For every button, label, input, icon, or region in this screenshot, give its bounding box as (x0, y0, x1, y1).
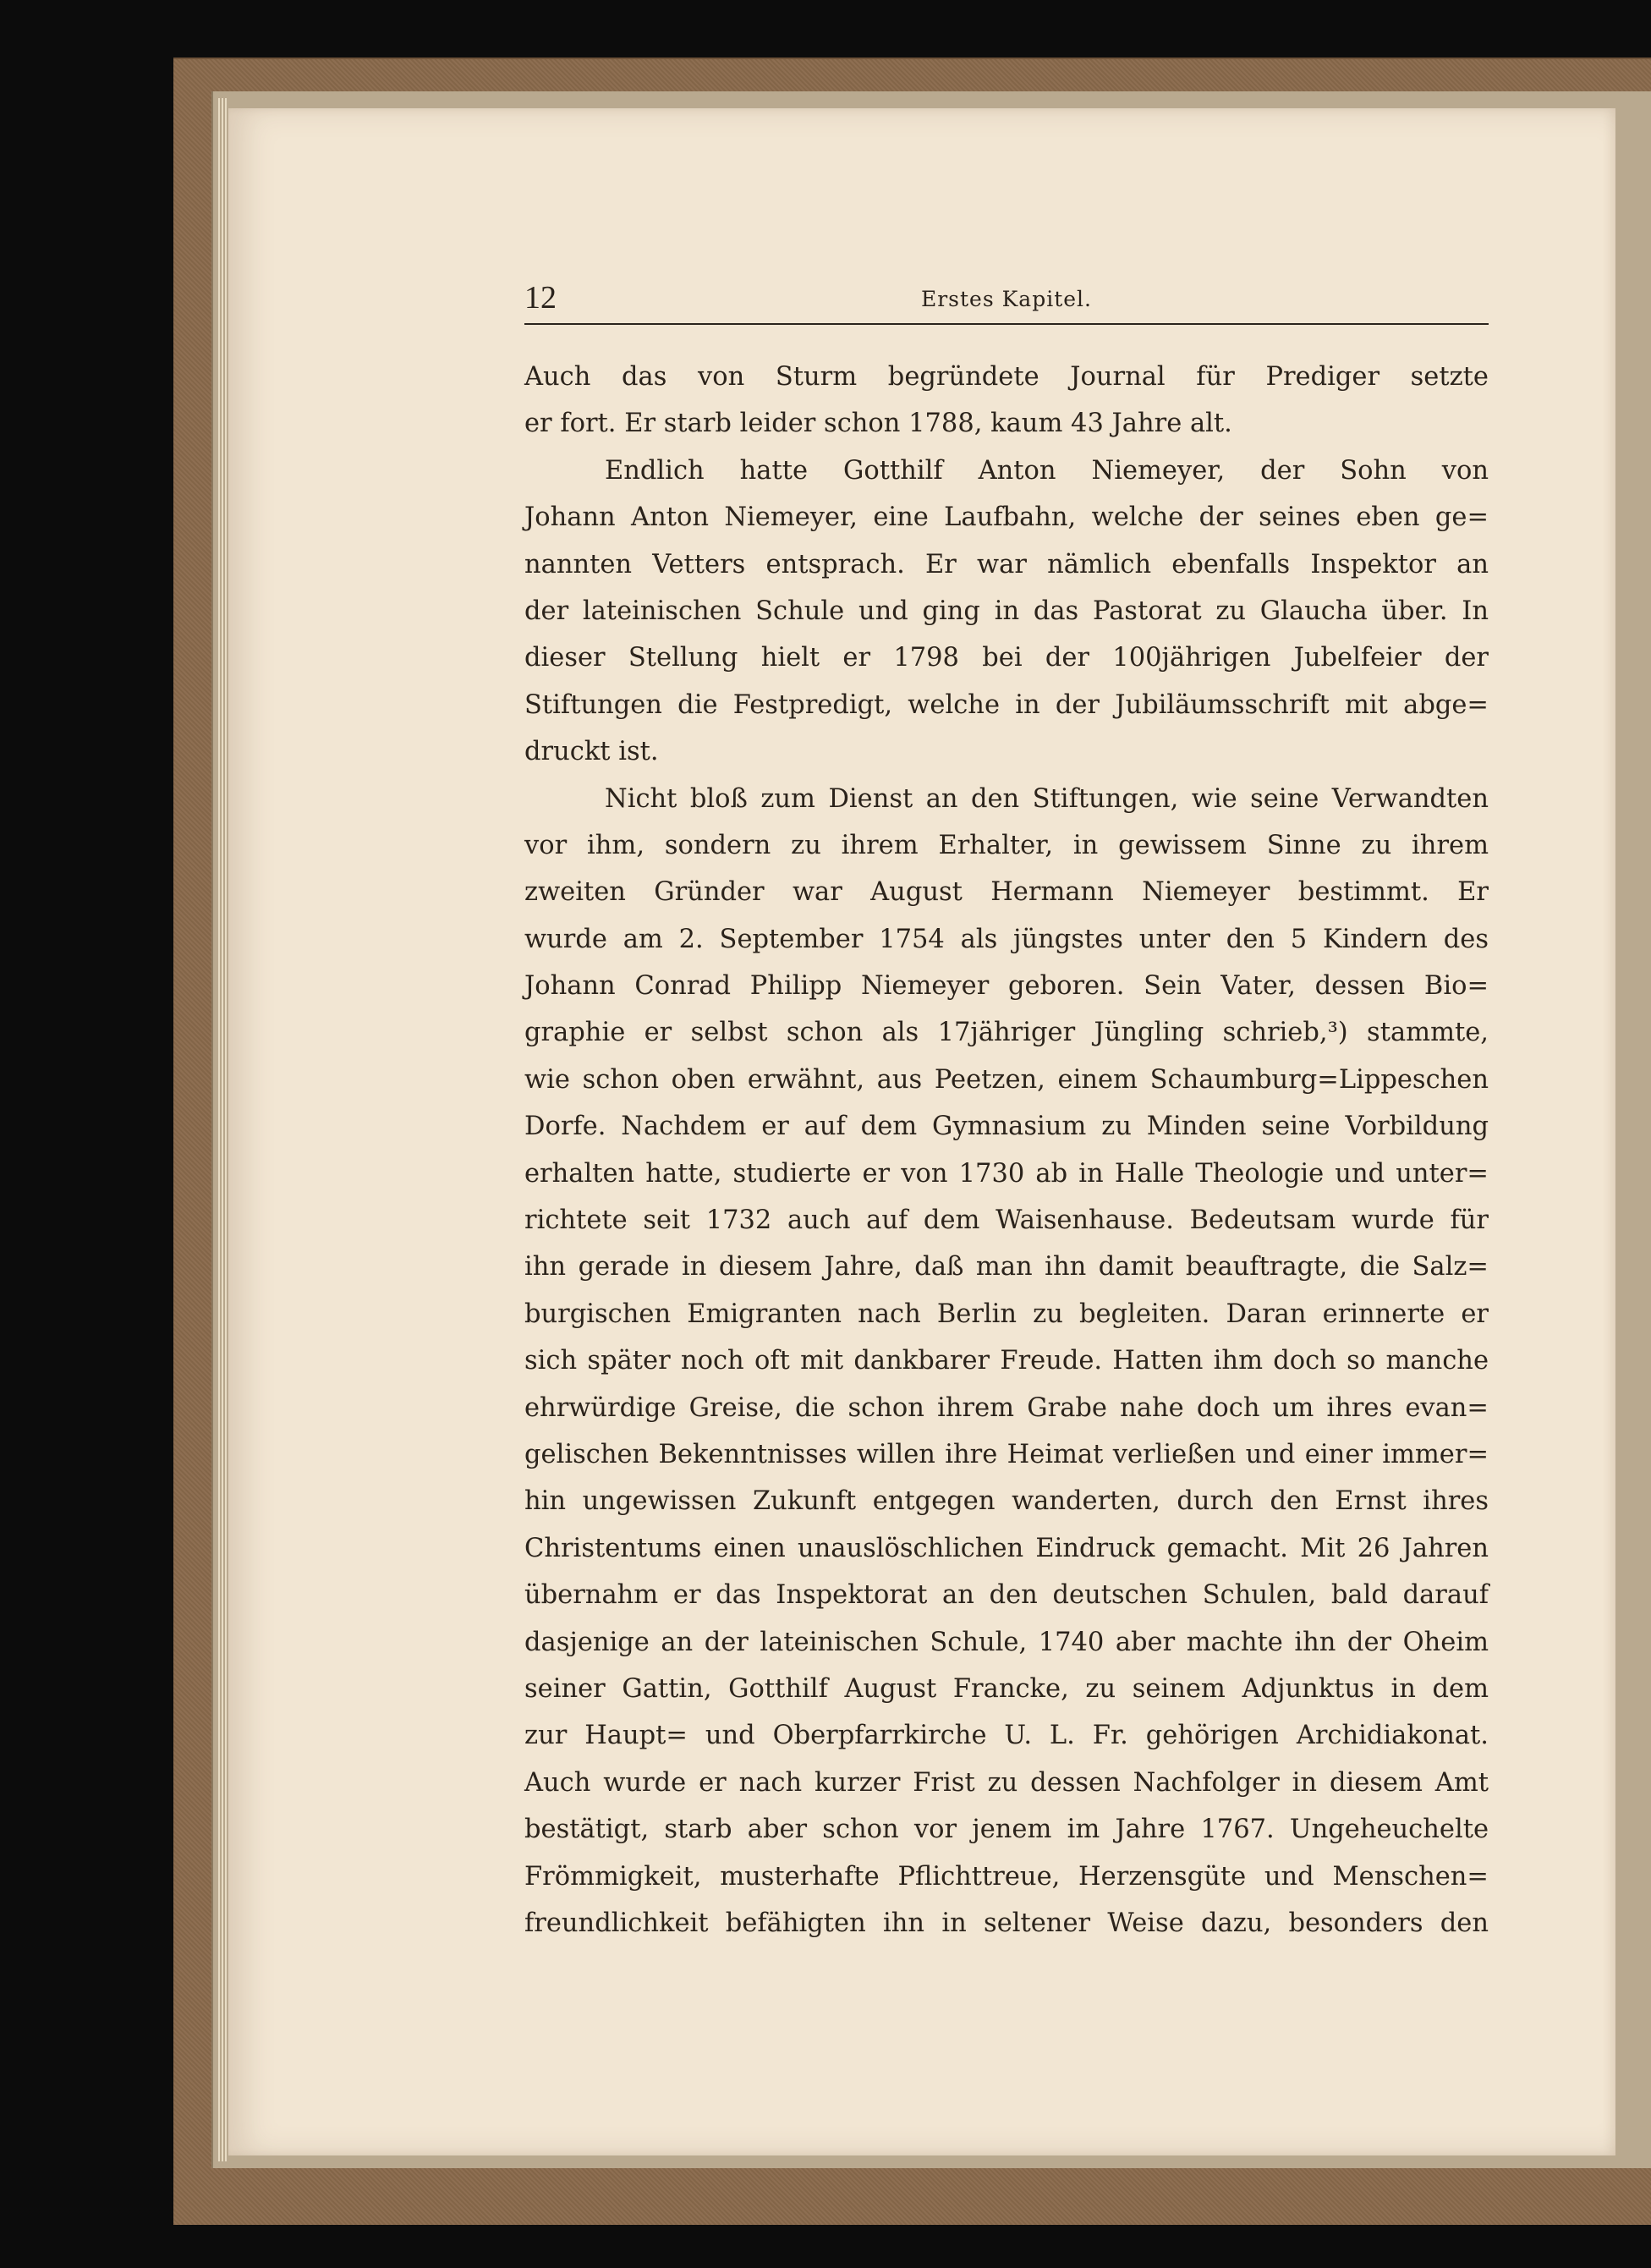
text-line (524, 1900, 1489, 1947)
text-line-content: Johann Anton Niemeyer, eine Laufbahn, welche der seines eben ge= (524, 502, 1489, 533)
text-line-content: nannten Vetters entsprach. Er war nämlich ebenfalls Inspektor an (524, 549, 1489, 579)
text-line-content: druckt ist. (524, 737, 659, 767)
text-line-content: Endlich hatte Gotthilf Anton Niemeyer, der Sohn von (605, 455, 1489, 486)
body-text (524, 354, 1489, 1947)
text-line (524, 1385, 1489, 1431)
text-line-content: sich später noch oft mit dankbarer Freude. Hatten ihm doch so manche (524, 1346, 1489, 1376)
text-line-content: der lateinischen Schule und ging in das Pastorat zu Glaucha über. In (524, 596, 1489, 626)
text-line-content: vor ihm, sondern zu ihrem Erhalter, in gewissem Sinne zu ihrem (524, 830, 1489, 860)
text-line (524, 1103, 1489, 1150)
text-line-content: Dorfe. Nachdem er auf dem Gymnasium zu Minden seine Vorbildung (524, 1112, 1489, 1142)
text-line (524, 1431, 1489, 1478)
text-line (524, 1712, 1489, 1759)
text-line-content: Auch wurde er nach kurzer Frist zu dessen Nachfolger in diesem Amt (524, 1767, 1489, 1798)
text-line-content: Johann Conrad Philipp Niemeyer geboren. Sein Vater, dessen Bio= (524, 971, 1489, 1002)
text-line-content: übernahm er das Inspektorat an den deutschen Schulen, bald darauf (524, 1580, 1489, 1611)
text-line (524, 682, 1489, 728)
text-line (524, 448, 1489, 494)
text-line-content: erhalten hatte, studierte er von 1730 ab in Halle Theologie und unter= (524, 1158, 1489, 1189)
text-line (524, 1572, 1489, 1618)
text-line (524, 354, 1489, 400)
text-line (524, 728, 1489, 775)
text-line-content: graphie er selbst schon als 17jähriger Jüngling schrieb,³) stammte, (524, 1018, 1489, 1048)
text-line (524, 822, 1489, 869)
text-line (524, 963, 1489, 1009)
text-line-content: Nicht bloß zum Dienst an den Stiftungen, wie seine Verwandten (605, 783, 1489, 814)
text-line (524, 494, 1489, 541)
text-line (524, 400, 1489, 447)
text-line (524, 1525, 1489, 1572)
text-line (524, 1619, 1489, 1666)
text-line-content: Christentums einen unauslöschlichen Eindruck gemacht. Mit 26 Jahren (524, 1533, 1489, 1563)
text-line (524, 634, 1489, 681)
text-line-content: seiner Gattin, Gotthilf August Francke, zu seinem Adjunktus in dem (524, 1673, 1489, 1704)
text-line (524, 1760, 1489, 1806)
text-line-content: Frömmigkeit, musterhafte Pflichttreue, Herzensgüte und Menschen= (524, 1861, 1489, 1892)
page-number: 12 (524, 280, 557, 316)
running-header (524, 279, 1489, 325)
text-line (524, 776, 1489, 822)
text-line (524, 1806, 1489, 1853)
text-line (524, 1057, 1489, 1103)
text-line-content: freundlichkeit befähigten ihn in seltener Weise dazu, besonders den (524, 1908, 1489, 1938)
text-line (524, 588, 1489, 634)
text-line (524, 1197, 1489, 1244)
text-line (524, 916, 1489, 963)
text-line-content: ihn gerade in diesem Jahre, daß man ihn damit beauftragte, die Salz= (524, 1252, 1489, 1282)
text-line-content: Stiftungen die Festpredigt, welche in der Jubiläumsschrift mit abge= (524, 689, 1489, 720)
text-line-content: dieser Stellung hielt er 1798 bei der 100jährigen Jubelfeier der (524, 643, 1489, 673)
chapter-title: Erstes Kapitel. (920, 287, 1092, 311)
text-line-content: burgischen Emigranten nach Berlin zu begleiten. Daran erinnerte er (524, 1299, 1489, 1329)
text-line-content: gelischen Bekenntnisses willen ihre Heimat verließen und einer immer= (524, 1439, 1489, 1469)
text-line (524, 869, 1489, 915)
text-line-content: ehrwürdige Greise, die schon ihrem Grabe nahe doch um ihres evan= (524, 1392, 1489, 1423)
text-line (524, 1666, 1489, 1712)
text-line-content: Auch das von Sturm begründete Journal für Prediger setzte (524, 362, 1489, 392)
text-line-content: bestätigt, starb aber schon vor jenem im Jahre 1767. Ungeheuchelte (524, 1815, 1489, 1845)
text-line-content: dasjenige an der lateinischen Schule, 1740 aber machte ihn der Oheim (524, 1627, 1489, 1657)
text-line-content: hin ungewissen Zukunft entgegen wanderten, durch den Ernst ihres (524, 1486, 1489, 1517)
text-line-content: wurde am 2. September 1754 als jüngstes unter den 5 Kindern des (524, 924, 1489, 954)
text-line (524, 1853, 1489, 1900)
text-line (524, 1478, 1489, 1524)
text-line-content: richtete seit 1732 auch auf dem Waisenhause. Bedeutsam wurde für (524, 1205, 1489, 1236)
text-line-content: er fort. Er starb leider schon 1788, kaum 43 Jahre alt. (524, 409, 1232, 439)
text-line-content: wie schon oben erwähnt, aus Peetzen, einem Schaumburg=Lippeschen (524, 1064, 1489, 1095)
text-line-content: zur Haupt= und Oberpfarrkirche U. L. Fr. gehörigen Archidiakonat. (524, 1721, 1489, 1751)
text-line (524, 1244, 1489, 1290)
text-line (524, 1337, 1489, 1384)
text-line (524, 1291, 1489, 1337)
text-line (524, 1009, 1489, 1056)
text-line (524, 1150, 1489, 1197)
text-line-content: zweiten Gründer war August Hermann Niemeyer bestimmt. Er (524, 877, 1489, 908)
text-line (524, 541, 1489, 588)
